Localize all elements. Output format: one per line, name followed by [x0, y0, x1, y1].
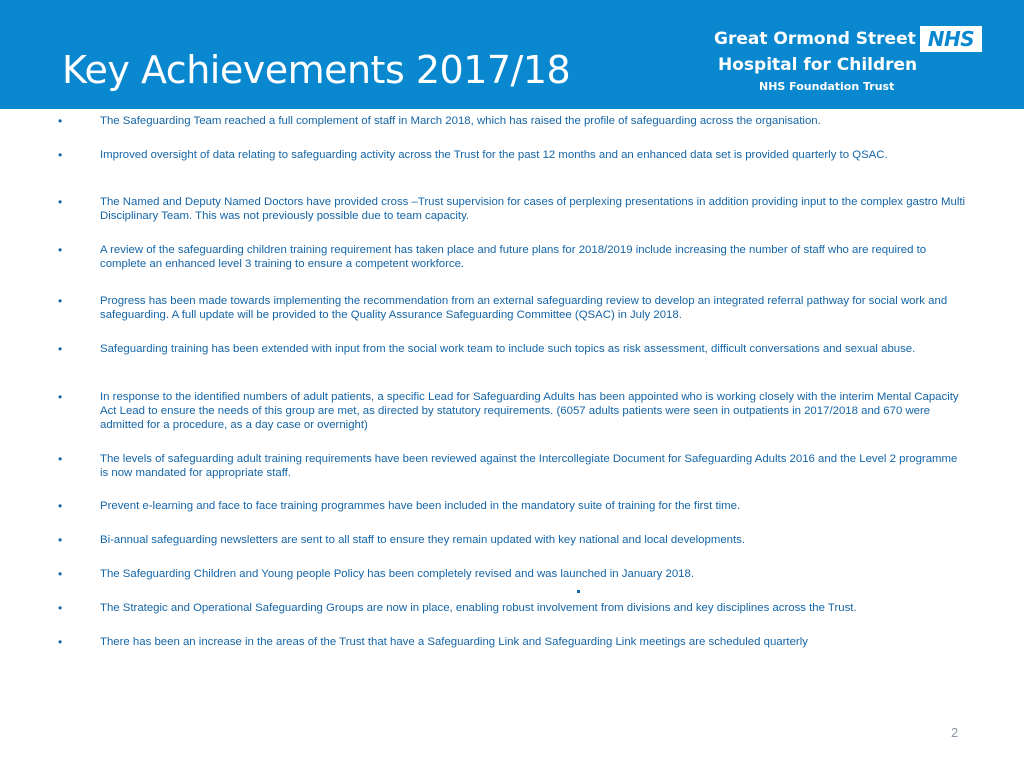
- bullet-icon: •: [58, 114, 63, 128]
- list-item-text: Progress has been made towards implementing the recommendation from an external safeguarding review to develop an integrated referral pathway for social work and safeguarding. A full update will be provided to the Quality Assurance Safeguarding Committee (QSAC) in July 2018.: [100, 295, 948, 321]
- list-item-text: The Strategic and Operational Safeguarding Groups are now in place, enabling robust involvement from divisions and key disciplines across the Trust.: [100, 602, 857, 614]
- bullet-icon: •: [58, 195, 63, 209]
- logo-line-great-ormond-street: Great Ormond Street: [714, 29, 916, 49]
- list-item-text: Improved oversight of data relating to safeguarding activity across the Trust for the past 12 months and an enhanced data set is provided quarterly to QSAC.: [100, 149, 888, 161]
- list-item-text: Bi-annual safeguarding newsletters are sent to all staff to ensure they remain updated with key national and local developments.: [100, 534, 746, 546]
- bullet-icon: •: [58, 635, 63, 649]
- bullet-icon: •: [58, 499, 63, 513]
- list-item-text: The Safeguarding Team reached a full complement of staff in March 2018, which has raised the profile of safeguarding across the organisation.: [100, 115, 821, 127]
- bullet-icon: •: [58, 533, 63, 547]
- slide-title: Key Achievements 2017/18: [62, 48, 571, 92]
- bullet-icon: •: [58, 243, 63, 257]
- logo-line-hospital-for-children: Hospital for Children: [718, 55, 918, 75]
- bullet-icon: •: [58, 567, 63, 581]
- bullet-icon: •: [58, 390, 63, 404]
- list-item-text: There has been an increase in the areas of the Trust that have a Safeguarding Link and Safeguarding Link meetings are scheduled quarterly: [100, 636, 808, 648]
- bullet-icon: •: [58, 601, 63, 615]
- gosh-logo: [714, 26, 986, 96]
- stray-dot-mark: [577, 590, 580, 593]
- list-item-text: In response to the identified numbers of adult patients, a specific Lead for Safeguarding Adults has been appointed who is working closely with the interim Mental Capacity Act Lead to ensure the needs of this group are met, as directed by statutory requirements. (6057 adults patients were seen in outpatients in 2017/2018 and 670 were admitted for a procedure, as a day case or overnight): [100, 391, 959, 431]
- title-banner: [0, 0, 1024, 109]
- bullet-icon: •: [58, 148, 63, 162]
- page-number: 2: [951, 725, 959, 740]
- list-item-text: The levels of safeguarding adult training requirements have been reviewed against the Intercollegiate Document for Safeguarding Adults 2016 and the Level 2 programme is now mandated for appropriate staff.: [100, 453, 958, 479]
- list-item-text: Safeguarding training has been extended with input from the social work team to include such topics as risk assessment, difficult conversations and sexual abuse.: [100, 343, 916, 355]
- bullet-icon: •: [58, 294, 63, 308]
- bullet-icon: •: [58, 452, 63, 466]
- nhs-badge: NHS: [920, 26, 982, 52]
- bullet-icon: •: [58, 342, 63, 356]
- list-item-text: The Named and Deputy Named Doctors have provided cross –Trust supervision for cases of perplexing presentations in addition providing input to the complex gastro Multi Disciplinary Team. This was not previously possible due to team capacity.: [100, 196, 966, 222]
- list-item-text: The Safeguarding Children and Young people Policy has been completely revised and was launched in January 2018.: [100, 568, 694, 580]
- logo-line-foundation-trust: NHS Foundation Trust: [759, 80, 895, 93]
- list-item-text: A review of the safeguarding children training requirement has taken place and future plans for 2018/2019 include increasing the number of staff who are required to complete an enhanced level 3 training to ensure a competent workforce.: [100, 244, 927, 270]
- list-item-text: Prevent e-learning and face to face training programmes have been included in the mandatory suite of training for the first time.: [100, 500, 741, 512]
